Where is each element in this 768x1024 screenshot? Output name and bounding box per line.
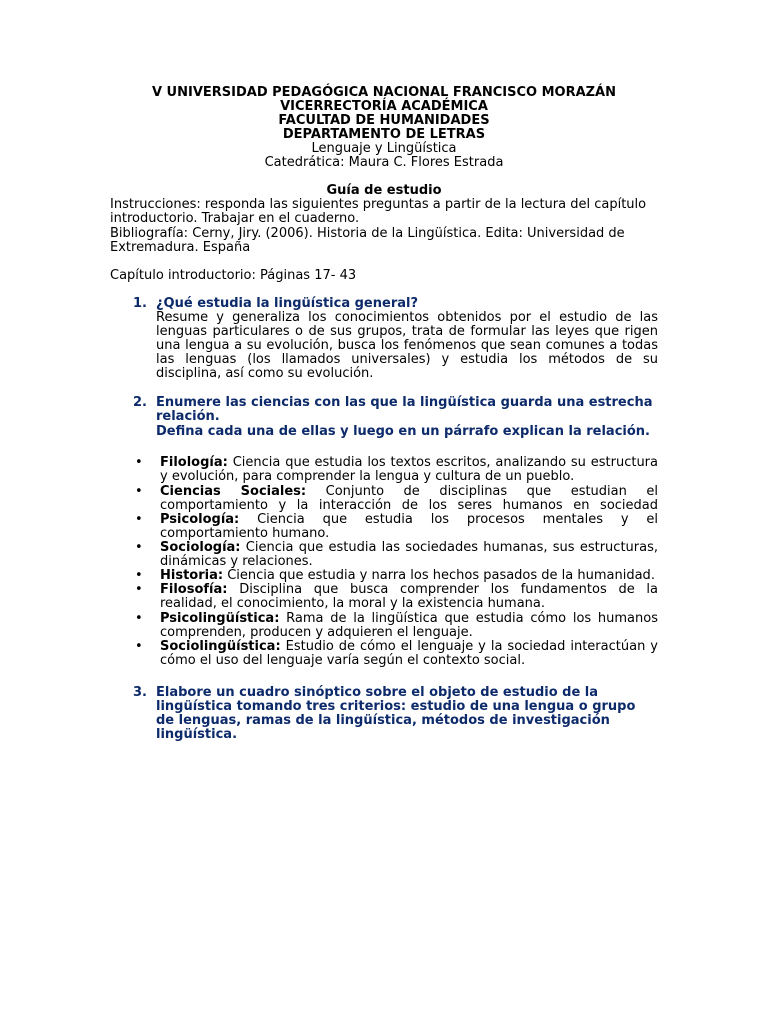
definition: Ciencia que estudia y narra los hechos pasados de la humanidad. <box>227 568 655 583</box>
term: Ciencias Sociales: <box>160 484 307 499</box>
header-course: Lenguaje y Lingüística <box>311 141 457 156</box>
bullet: • <box>135 611 143 626</box>
guide-title: Guía de estudio <box>326 183 442 198</box>
header-professor: Catedrática: Maura C. Flores Estrada <box>264 155 504 170</box>
term: Filosofía: <box>160 582 228 597</box>
bibliography: Bibliografía: Cerny, Jiry. (2006). Historia de la Lingüística. Edita: Universidad de Extremadura. España <box>110 226 625 255</box>
list-item-psicologia <box>160 513 658 541</box>
question-3-text: Elabore un cuadro sinóptico sobre el objeto de estudio de la lingüística tomando tres criterios: estudio de una lengua o grupo de lenguas, ramas de la lingüística, métodos de investigación lingüística. <box>156 685 636 742</box>
list-item-ciencias-sociales <box>160 485 658 513</box>
definition: Rama de la lingüística que estudia cómo los humanos comprenden, producen y adquieren el lenguaje. <box>160 611 658 640</box>
definition: Ciencia que estudia los procesos mentales y el comportamiento humano. <box>160 512 658 541</box>
bullet: • <box>135 455 143 470</box>
bullet: • <box>135 540 143 555</box>
term: Psicolingüística: <box>160 611 280 626</box>
instructions: Instrucciones: responda las siguientes preguntas a partir de la lectura del capítulo introductorio. Trabajar en el cuaderno. <box>110 197 647 226</box>
bullet: • <box>135 582 143 597</box>
bullet: • <box>135 484 143 499</box>
question-2-number: 2. <box>133 395 147 410</box>
header-university: V UNIVERSIDAD PEDAGÓGICA NACIONAL FRANCISCO MORAZÁN <box>151 85 617 100</box>
question-1-answer: Resume y generaliza los conocimientos obtenidos por el estudio de las lenguas particulares o de sus grupos, trata de formular las leyes que rigen una lengua a su evolución, busca los fenómenos que sean comunes a todas las lenguas (los llamados universales) y estudia los métodos de su disciplina, así como su evolución. <box>156 310 658 381</box>
term: Filología: <box>160 455 228 470</box>
term: Psicología: <box>160 512 240 527</box>
bullet: • <box>135 568 143 583</box>
list-item-psicolinguistica <box>160 612 658 640</box>
definition: Ciencia que estudia los textos escritos, analizando su estructura y evolución, para comprender la lengua y cultura de un pueblo. <box>160 455 658 484</box>
term: Sociología: <box>160 540 241 555</box>
chapter-pages: Capítulo introductorio: Páginas 17- 43 <box>110 268 357 283</box>
question-2-subtext: Defina cada una de ellas y luego en un párrafo explican la relación. <box>156 424 650 439</box>
definition: Conjunto de disciplinas que estudian el comportamiento y la interacción de los seres humanos en sociedad <box>160 484 658 513</box>
list-item-sociologia <box>160 541 658 569</box>
question-2-text: Enumere las ciencias con las que la lingüística guarda una estrecha relación. <box>156 395 653 424</box>
header-departamento: DEPARTAMENTO DE LETRAS <box>282 127 486 142</box>
definition: Ciencia que estudia las sociedades humanas, sus estructuras, dinámicas y relaciones. <box>160 540 658 569</box>
list-item-filologia <box>160 456 658 484</box>
list-item-historia <box>160 569 658 583</box>
question-1-text: ¿Qué estudia la lingüística general? <box>156 296 418 311</box>
question-3-number: 3. <box>133 685 147 700</box>
header-vicerrectoria: VICERRECTORÍA ACADÉMICA <box>280 99 488 114</box>
header-facultad: FACULTAD DE HUMANIDADES <box>278 113 490 128</box>
definition: Estudio de cómo el lenguaje y la sociedad interactúan y cómo el uso del lenguaje varía según el contexto social. <box>160 639 658 668</box>
bullet: • <box>135 512 143 527</box>
list-item-sociolinguistica <box>160 640 658 668</box>
term: Sociolingüística: <box>160 639 281 654</box>
bullet: • <box>135 639 143 654</box>
list-item-filosofia <box>160 583 658 611</box>
question-1-number: 1. <box>133 296 147 311</box>
definition: Disciplina que busca comprender los fundamentos de la realidad, el conocimiento, la moral y la existencia humana. <box>160 582 658 611</box>
term: Historia: <box>160 568 224 583</box>
